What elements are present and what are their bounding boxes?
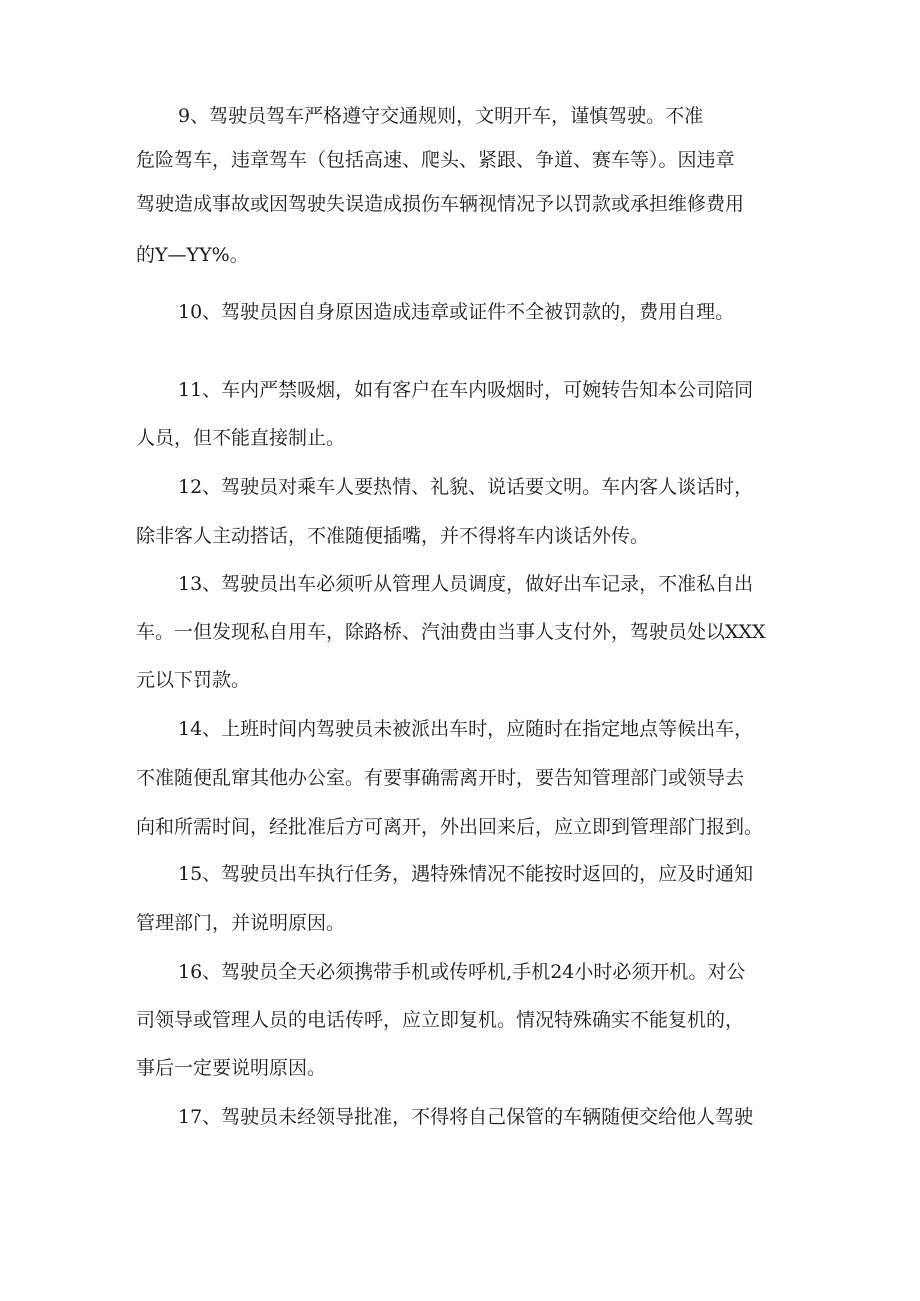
- rule-16-line-1: 16、驾驶员全天必须携带手机或传呼机,手机24小时必须开机。对公: [178, 961, 746, 983]
- rule-14-line-2: 不准随便乱窜其他办公室。有要事确需离开时，要告知管理部门或领导去: [136, 767, 745, 789]
- rule-9-line-4: 的Y—YY%。: [136, 244, 249, 266]
- rule-13-line-1: 13、驾驶员出车必须听从管理人员调度，做好出车记录，不准私自出: [178, 573, 754, 595]
- rule-11-line-2: 人员，但不能直接制止。: [136, 427, 346, 449]
- rule-17-line-1: 17、驾驶员未经领导批准，不得将自己保管的车辆随便交给他人驾驶: [178, 1106, 754, 1128]
- rule-15-line-2: 管理部门，并说明原因。: [136, 912, 346, 934]
- rule-13-line-2: 车。一但发现私自用车，除路桥、汽油费由当事人支付外，驾驶员处以XXX: [136, 621, 766, 643]
- rule-15-line-1: 15、驾驶员出车执行任务，遇特殊情况不能按时返回的，应及时通知: [178, 863, 754, 885]
- rule-12-line-1: 12、驾驶员对乘车人要热情、礼貌、说话要文明。车内客人谈话时，: [178, 476, 754, 498]
- rule-14-line-1: 14、上班时间内驾驶员未被派出车时，应随时在指定地点等候出车，: [178, 718, 754, 740]
- rule-10-line-1: 10、驾驶员因自身原因造成违章或证件不全被罚款的，费用自理。: [178, 301, 735, 323]
- rule-11-line-1: 11、车内严禁吸烟，如有客户在车内吸烟时，可婉转告知本公司陪同: [178, 379, 754, 401]
- rule-9-line-3: 驾驶造成事故或因驾驶失误造成损伤车辆视情况予以罚款或承担维修费用: [136, 193, 745, 215]
- rule-16-line-2: 司领导或管理人员的电话传呼，应立即复机。情况特殊确实不能复机的，: [136, 1009, 745, 1031]
- rule-9-line-2: 危险驾车，违章驾车（包括高速、爬头、紧跟、争道、赛车等）。因违章: [136, 149, 735, 171]
- rule-12-line-2: 除非客人主动搭话，不准随便插嘴，并不得将车内谈话外传。: [136, 525, 650, 547]
- rule-9-line-1: 9、驾驶员驾车严格遵守交通规则，文明开车，谨慎驾驶。不准: [178, 105, 704, 127]
- rule-14-line-3: 向和所需时间，经批准后方可离开，外出回来后，应立即到管理部门报到。: [136, 816, 764, 838]
- rule-16-line-3: 事后一定要说明原因。: [136, 1057, 327, 1079]
- rule-13-line-3: 元以下罚款。: [136, 669, 251, 691]
